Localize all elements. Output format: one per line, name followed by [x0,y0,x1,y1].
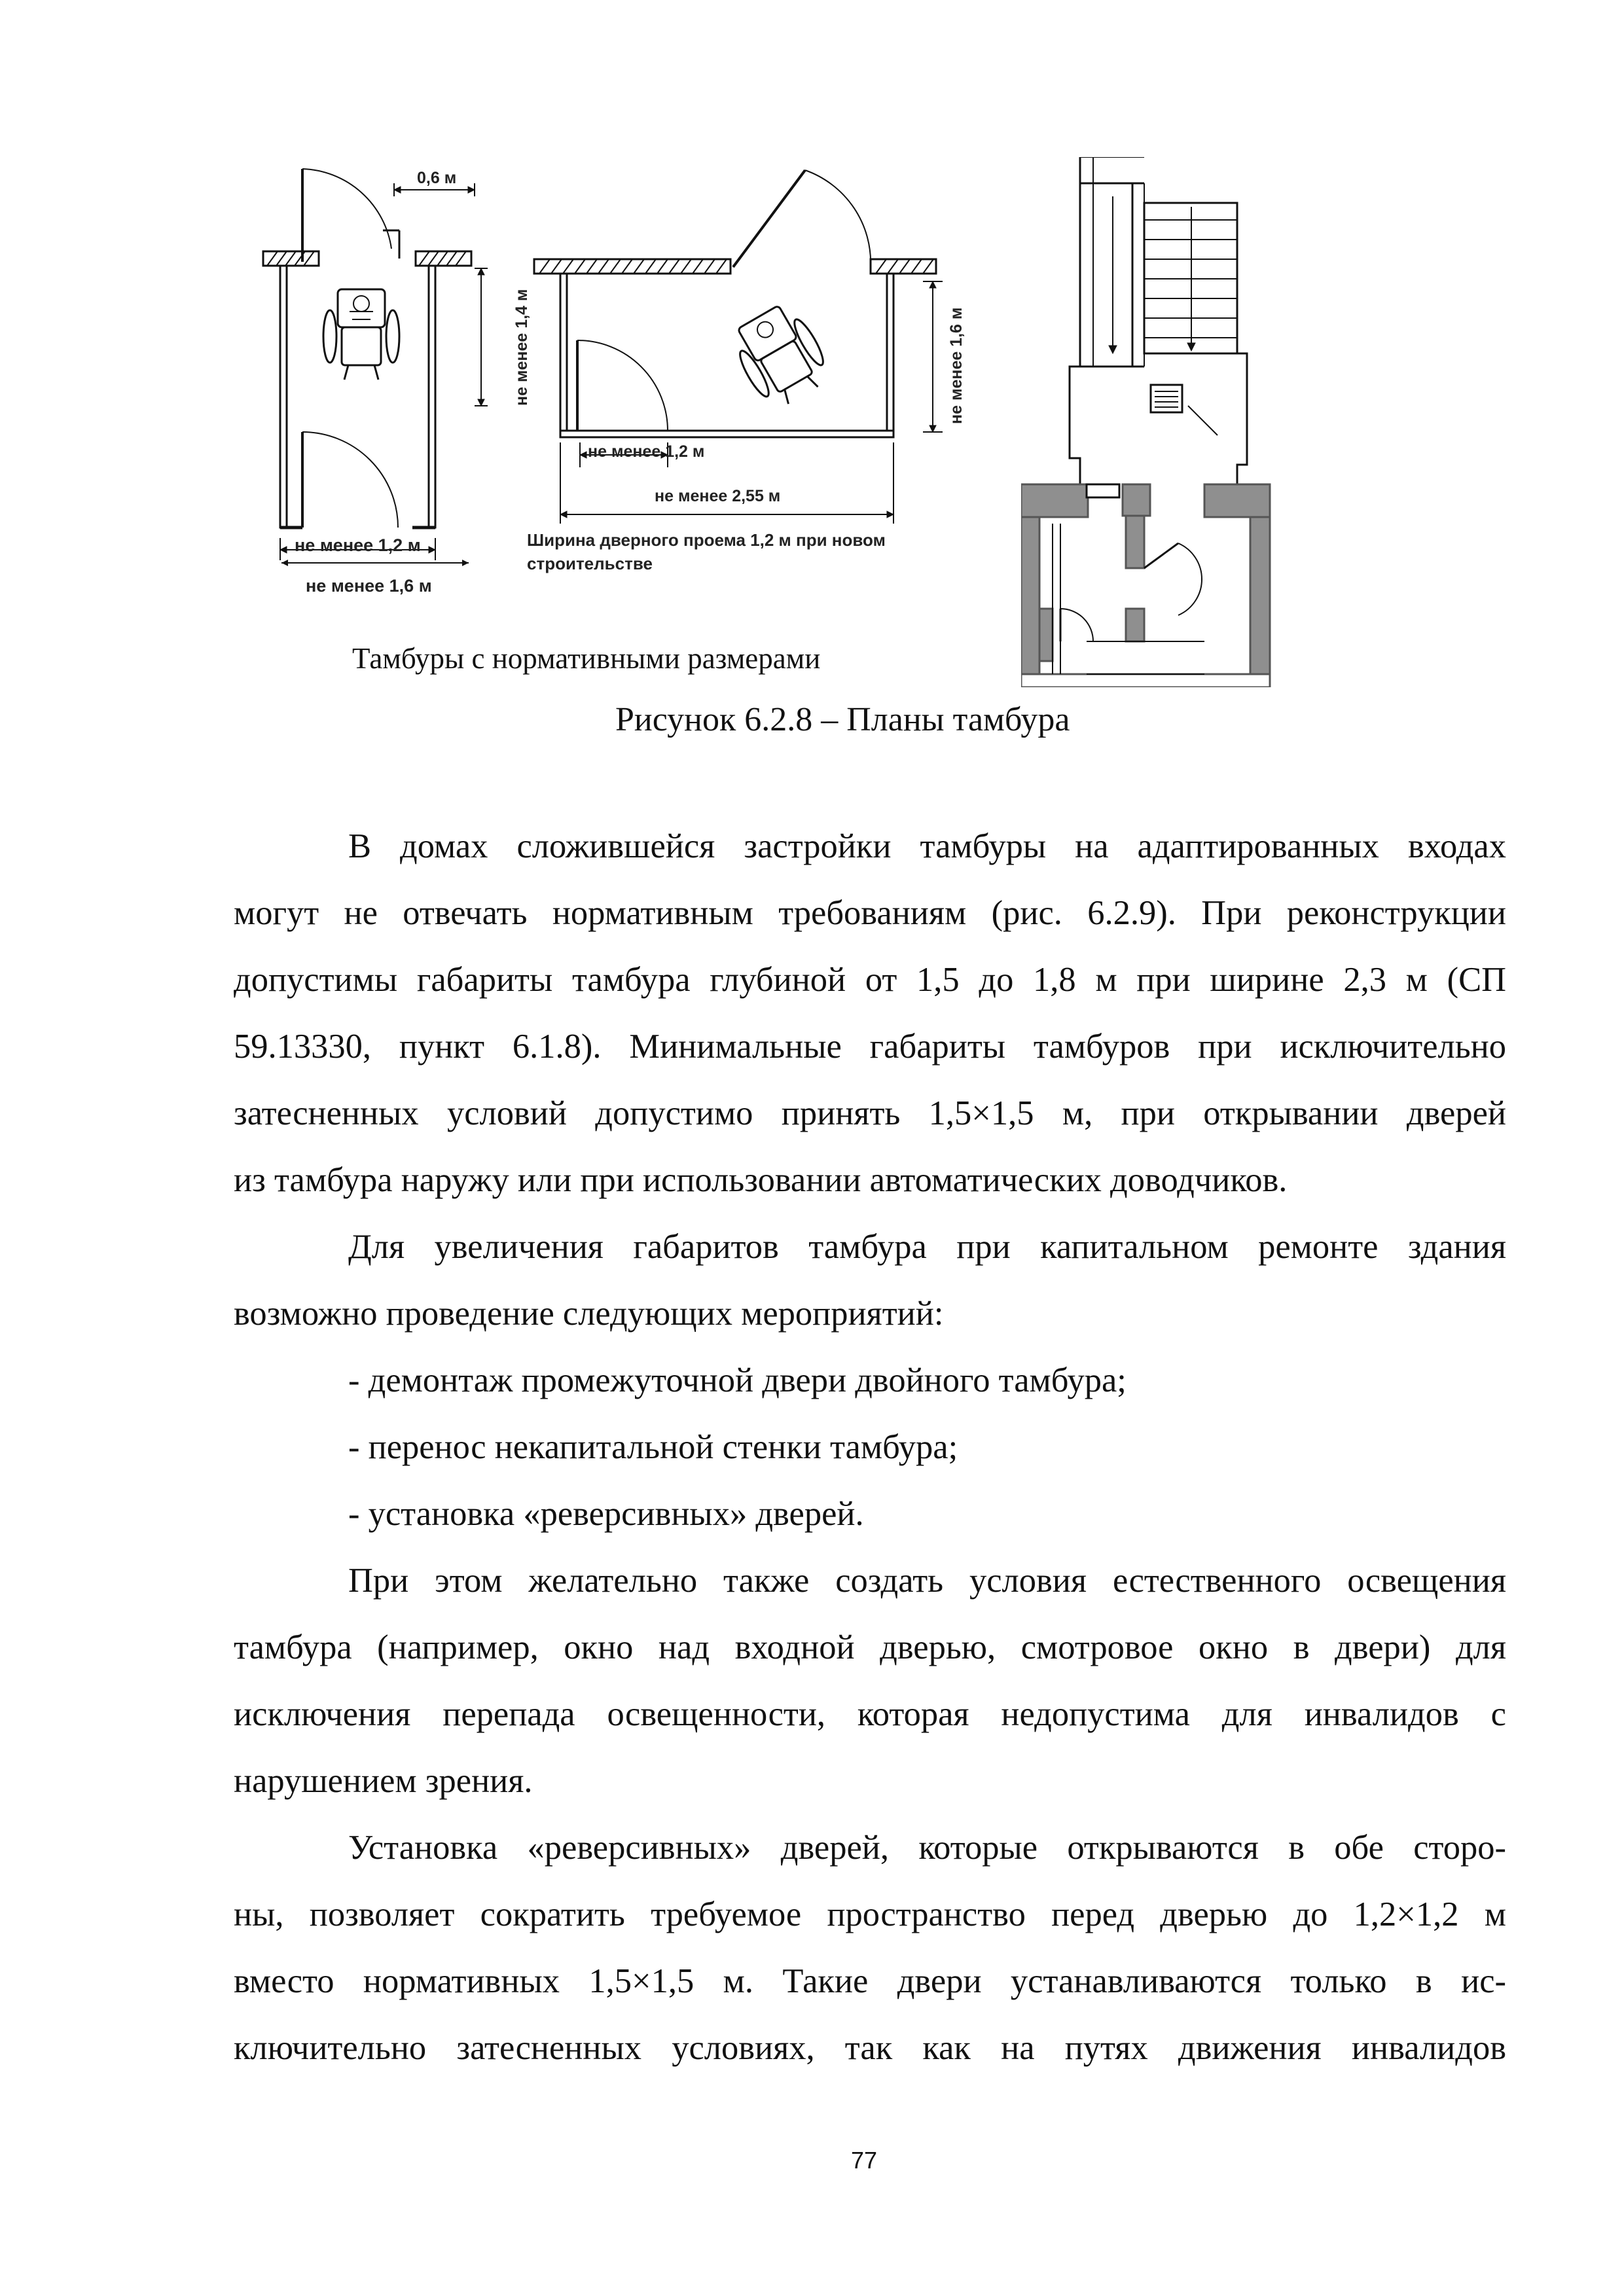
page-number: 77 [851,2147,878,2174]
text-line: исключения перепада освещенности, которая недопустима для инвалидов с [234,1695,1506,1733]
text-line: При этом желательно также создать условия естественного освещения [348,1562,1506,1600]
text-line: Установка «реверсивных» дверей, которые открываются в обе сторо- [348,1829,1506,1867]
plan-2-dim-door: не менее 1,2 м [588,442,705,461]
text-line: 59.13330, пункт 6.1.8). Минимальные габариты тамбуров при исключительно [234,1028,1506,1066]
plan-1-dim-inner: не менее 1,2 м [295,535,421,555]
plan-1-dim-top: 0,6 м [417,169,457,187]
list-item: - перенос некапитальной стенки тамбура; [348,1428,958,1466]
text-line: ны, позволяет сократить требуемое пространство перед дверью до 1,2×1,2 м [234,1895,1506,1933]
plan-2-drawing [530,157,1001,537]
plan-1-drawing [223,157,511,563]
text-line: В домах сложившейся застройки тамбуры на адаптированных входах [348,827,1506,865]
plan-1-dim-outer-line [280,555,470,571]
paragraph-3 [234,1547,1506,1814]
figure-subcaption: Тамбуры с нормативными размерами [352,642,821,675]
figure-caption: Рисунок 6.2.8 – Планы тамбура [615,701,1070,738]
text-line: Для увеличения габаритов тамбура при капитальном ремонте здания [348,1228,1506,1266]
text-line: допустимы габариты тамбура глубиной от 1,5 до 1,8 м при ширине 2,3 м (СП [234,961,1506,999]
paragraph-4 [234,1814,1506,2081]
text-line: из тамбура наружу или при использовании автоматических доводчиков. [234,1161,1288,1199]
paragraph-2 [234,1213,1506,1347]
figure [0,0,1624,746]
bullet-list [234,1347,1506,1547]
plan-1-dim-side: не менее 1,4 м [513,289,531,406]
plan-1-dim-outer: не менее 1,6 м [306,576,432,596]
plan-3-drawing [1021,157,1309,687]
text-line: тамбура (например, окно над входной дверью, смотровое окно в двери) для [234,1628,1506,1666]
text-line: затесненных условий допустимо принять 1,5×1,5 м, при открывании дверей [234,1094,1506,1132]
text-line: вместо нормативных 1,5×1,5 м. Такие двери устанавливаются только в ис- [234,1962,1506,2000]
text-line: нарушением зрения. [234,1762,533,1800]
plan-2-note-line1: Ширина дверного проема 1,2 м при новом [527,530,886,550]
text-line: могут не отвечать нормативным требованиям (рис. 6.2.9). При реконструкции [234,894,1506,932]
text-line: возможно проведение следующих мероприятий: [234,1295,944,1333]
list-item: - установка «реверсивных» дверей. [348,1495,864,1533]
plan-2-dim-width: не менее 2,55 м [655,487,781,505]
plan-2-dim-side: не менее 1,6 м [947,307,965,424]
plan-2-note-line2: строительстве [527,554,653,573]
text-line: ключительно затесненных условиях, так как на путях движения инвалидов [234,2029,1506,2067]
list-item: - демонтаж промежуточной двери двойного тамбура; [348,1361,1127,1399]
paragraph-1 [234,813,1506,1213]
